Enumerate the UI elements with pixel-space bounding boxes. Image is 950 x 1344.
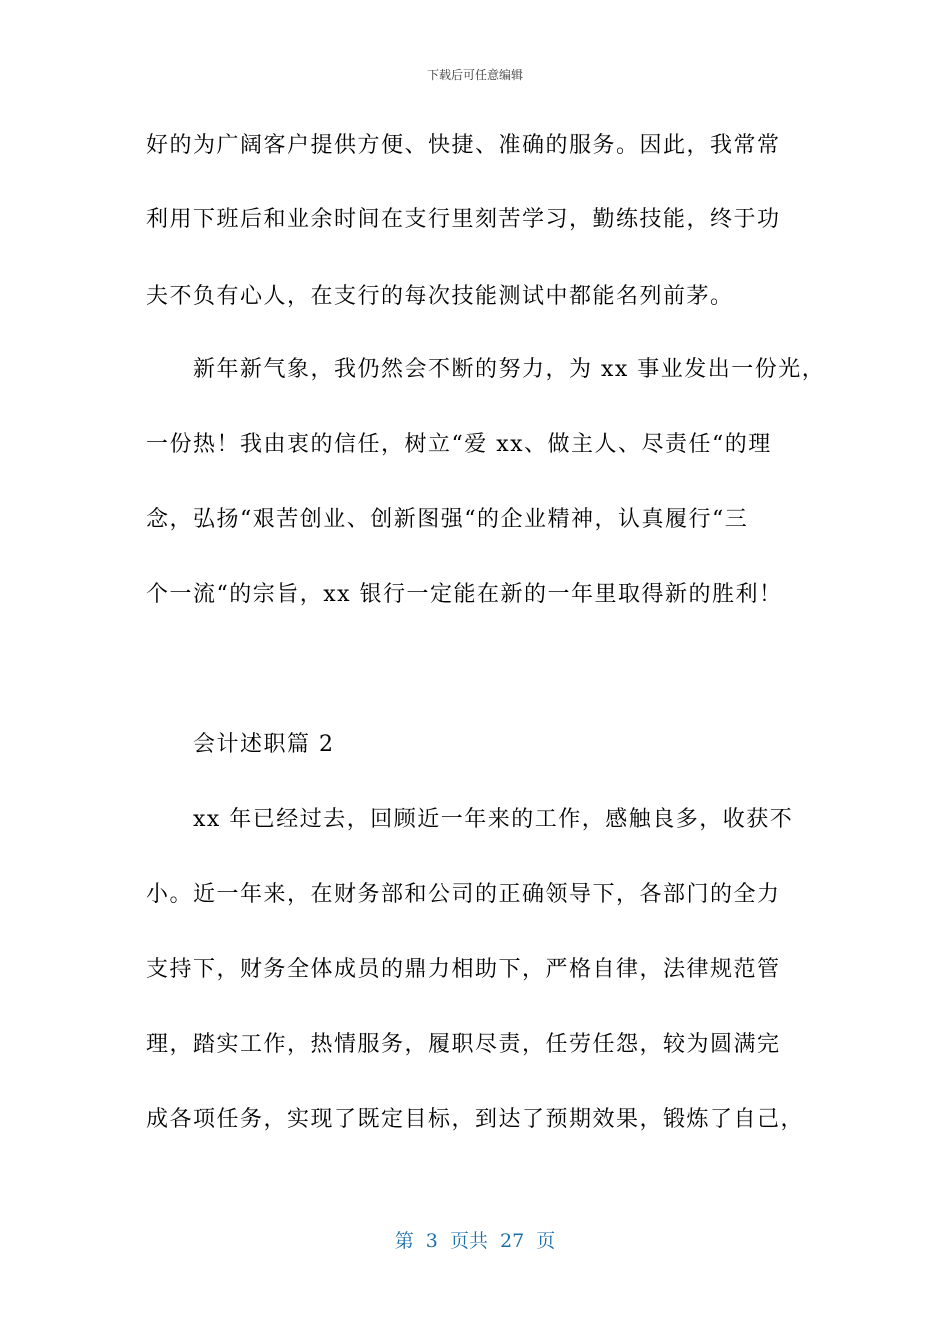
body-line: xx 年已经过去，回顾近一年来的工作，感触良多，收获不 (193, 807, 794, 832)
page-header-note: 下载后可任意编辑 (426, 68, 523, 82)
body-line: 一份热！我由衷的信任，树立“爱 xx、做主人、尽责任“的理 (146, 432, 772, 457)
section-heading: 会计述职篇 2 (193, 732, 335, 757)
body-line: 小。近一年来，在财务部和公司的正确领导下，各部门的全力 (146, 882, 781, 907)
body-line: 新年新气象，我仍然会不断的努力，为 xx 事业发出一份光， (193, 357, 826, 382)
body-line: 利用下班后和业余时间在支行里刻苦学习，勤练技能，终于功 (146, 207, 781, 232)
body-line: 成各项任务，实现了既定目标，到达了预期效果，锻炼了自己， (146, 1107, 805, 1132)
body-line: 夫不负有心人，在支行的每次技能测试中都能名列前茅。 (146, 284, 734, 309)
body-line: 理，踏实工作，热情服务，履职尽责，任劳任怨，较为圆满完 (146, 1032, 781, 1057)
body-line: 念，弘扬“艰苦创业、创新图强“的企业精神，认真履行“三 (146, 507, 749, 532)
body-line: 个一流“的宗旨，xx 银行一定能在新的一年里取得新的胜利！ (146, 582, 783, 607)
body-line: 好的为广阔客户提供方便、快捷、准确的服务。因此，我常常 (146, 133, 781, 158)
body-line: 支持下，财务全体成员的鼎力相助下，严格自律，法律规范管 (146, 957, 781, 982)
page-number: 第 3 页共 27 页 (394, 1230, 556, 1252)
